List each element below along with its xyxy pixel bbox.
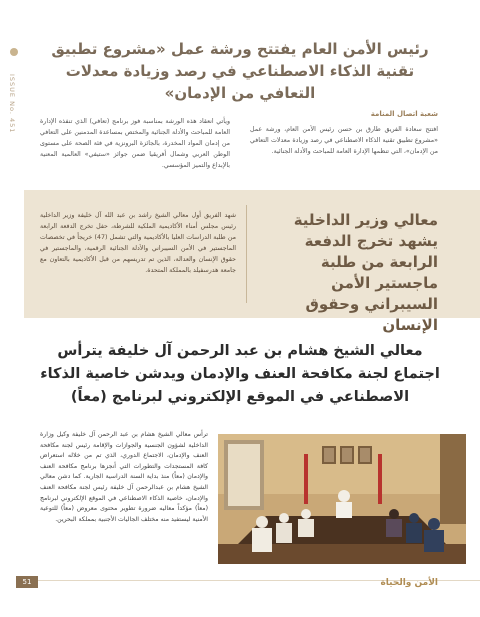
article1-column-right: افتتح سعادة الفريق طارق بن حسن رئيس الأمن العام، ورشة عمل «مشروع تطبيق تقنية الذكاء الاصطناعي في رصد وزيادة معدلات التعافي من الإدمان»، التي تنظمها الإدارة العامة للمباحث والأدلة الجنائية. xyxy=(250,126,438,155)
page-number: 51 xyxy=(16,576,38,588)
meeting-photo xyxy=(218,434,466,564)
footer-brand: الأمن والحياة xyxy=(380,578,438,588)
ornament-icon xyxy=(10,48,18,56)
article2-body: شهد الفريق أول معالي الشيخ راشد بن عبد الله آل خليفة وزير الداخلية رئيس مجلس أمناء الأكاديمية الملكية للشرطة، حفل تخرج الدفعة الرابعة من طلبة الدراسات العليا بالأكاديمية والتي تشمل (47) خريجاً في تخصصات الماجستير في الأمن السيبراني والأدلة الجنائية الرقمية، والماجستير في حقوق الإنسان والعدالة، الذين تم تدريسهم من قبل الأكاديمية بالتعاون مع جامعة هدرسفيلد بالمملكة المتحدة. xyxy=(40,212,236,274)
article1-source: شعبة اتصال المنامة xyxy=(370,110,438,118)
article1-title: رئيس الأمن العام يفتتح ورشة عمل «مشروع تطبيق تقنية الذكاء الاصطناعي في رصد وزيادة معدلات التعافي من الإدمان» xyxy=(51,40,429,102)
article3-body: ترأس معالي الشيخ هشام بن عبد الرحمن آل خليفة وكيل وزارة الداخلية لشؤون الجنسية والجوازات والإقامة رئيس لجنة مكافحة العنف والإدمان، الاجتماع الدوري، الذي تم من خلاله استعراض كافة المستجدات والتطورات التي أنجزها برنامج مكافحة العنف والإدمان (معاً) منذ بداية السنة الدراسية الجارية. كما دشن معالي الشيخ هشام بن عبدالرحمن آل خليفة رئيس لجنة مكافحة العنف والإدمان، خاصية الذكاء الاصطناعي في الموقع الإلكتروني لبرنامج (معاً) مؤكداً معاليه ضرورة تطوير محتوى معروض (معاً) للتوعية الأمنية ليستفيد منه مختلف الجاليات الأجنبية بمملكة البحرين. xyxy=(40,431,208,523)
article1-column-left: ويأتي انعقاد هذه الورشة بمناسبة فوز برنامج (تعافي) الذي تنفذه الإدارة العامة للمباحث والأدلة الجنائية والمختص بمساعدة المدمنين على التعافي من إدمان المواد المخدرة، بالجائزة البرونزية في فئة الصحة على مستوى الوطن العربي وشمال أفريقيا ضمن جوائز «ستيفي» العالمية المعنية بالإبداع والتميز المؤسسي. xyxy=(40,118,230,169)
band-divider xyxy=(246,205,247,303)
issue-number: ISSUE No. 451 xyxy=(8,74,16,134)
article2-title: معالي وزير الداخلية يشهد تخرج الدفعة الرابعة من طلبة ماجستير الأمن السيبراني وحقوق الإنسان xyxy=(293,211,438,334)
article3-title: معالي الشيخ هشام بن عبد الرحمن آل خليفة يترأس اجتماع لجنة مكافحة العنف والإدمان ويدشن خاصية الذكاء الاصطناعي في الموقع الإلكتروني لبرنامج (معاً) xyxy=(40,343,440,405)
